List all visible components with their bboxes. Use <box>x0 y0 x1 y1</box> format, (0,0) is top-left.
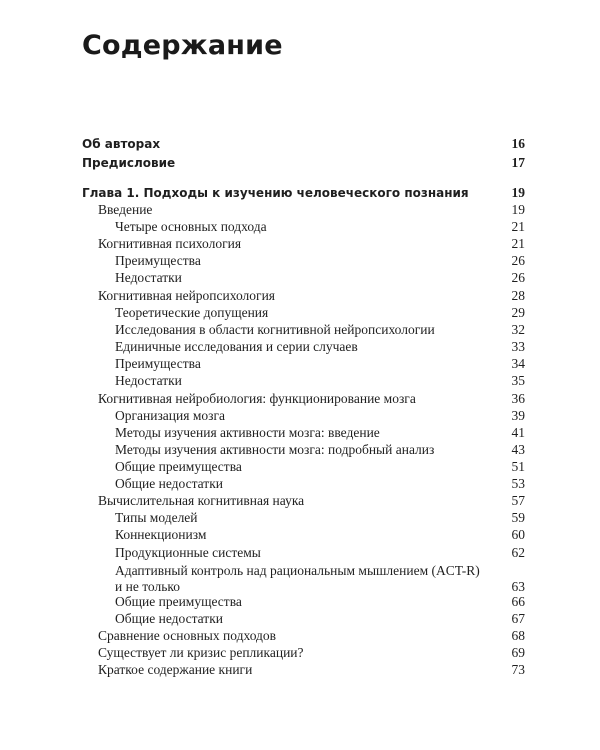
toc-entry <box>82 219 525 237</box>
toc-entry-label: Вычислительная когнитивная наука <box>98 493 305 508</box>
toc-entry-label: Введение <box>98 202 153 217</box>
toc-entry-label: Когнитивная нейробиология: функционирование мозга <box>98 391 416 406</box>
toc-page-number: 21 <box>511 219 525 234</box>
toc-entry-label: Общие недостатки <box>115 611 223 626</box>
toc-entry <box>82 322 525 340</box>
toc-entry-label-line: Адаптивный контроль над рациональным мышлением (ACT-R) <box>115 563 480 578</box>
toc-page-number: 19 <box>511 185 525 200</box>
toc-entry-label: Недостатки <box>115 270 182 285</box>
toc-page-number: 26 <box>511 253 525 268</box>
toc-entry <box>82 459 525 477</box>
toc-entry-label: Теоретические допущения <box>115 305 269 320</box>
toc-page-number: 17 <box>511 155 525 170</box>
toc-entry-label: Существует ли кризис репликации? <box>98 645 304 660</box>
toc-page-number: 21 <box>511 236 525 251</box>
toc-entry-label: Коннекционизм <box>115 527 207 542</box>
toc-entry-label: Краткое содержание книги <box>98 662 253 677</box>
toc-entry <box>82 662 525 680</box>
toc-entry <box>82 425 525 443</box>
toc-entry <box>82 253 525 271</box>
toc-entry-label: Методы изучения активности мозга: подробный анализ <box>115 442 435 457</box>
toc-entry-label-line: и не только <box>115 579 181 594</box>
toc-page-number: 16 <box>511 136 525 151</box>
toc-page-number: 39 <box>511 408 525 423</box>
toc-page-number: 53 <box>511 476 525 491</box>
toc-entry-label: Четыре основных подхода <box>115 219 267 234</box>
toc-entry <box>82 236 525 254</box>
toc-page-number: 43 <box>511 442 525 457</box>
toc-entry-label <box>82 563 480 595</box>
toc-page-number: 63 <box>511 579 525 594</box>
toc-entry <box>82 628 525 646</box>
toc-entry-label: Исследования в области когнитивной нейропсихологии <box>115 322 435 337</box>
toc-entry <box>82 356 525 374</box>
toc-entry-label: Общие недостатки <box>115 476 223 491</box>
toc-entry <box>82 339 525 357</box>
toc-page-number: 33 <box>511 339 525 354</box>
page-title: Содержание <box>82 30 283 61</box>
toc-entry-label: Общие преимущества <box>115 594 242 609</box>
toc-entry-label: Общие преимущества <box>115 459 242 474</box>
toc-page-number: 73 <box>511 662 525 677</box>
toc-page-number: 69 <box>511 645 525 660</box>
toc-entry-label: Организация мозга <box>115 408 225 423</box>
toc-entry <box>82 510 525 528</box>
toc-page-number: 68 <box>511 628 525 643</box>
toc-entry-label: Преимущества <box>115 253 201 268</box>
toc-page-number: 41 <box>511 425 525 440</box>
toc-page-number: 29 <box>511 305 525 320</box>
toc-entry <box>82 202 525 220</box>
toc-entry-chapter-1 <box>82 185 525 203</box>
toc-entry-label: Предисловие <box>82 156 176 170</box>
toc-entry <box>82 645 525 663</box>
toc-entry <box>82 476 525 494</box>
toc-entry <box>82 305 525 323</box>
toc-entry-about-authors <box>82 136 525 154</box>
toc-page-number: 26 <box>511 270 525 285</box>
toc-entry-label: Преимущества <box>115 356 201 371</box>
toc-entry-label: Методы изучения активности мозга: введение <box>115 425 380 440</box>
toc-entry <box>82 391 525 409</box>
toc-entry <box>82 493 525 511</box>
toc-entry-label: Когнитивная психология <box>98 236 242 251</box>
toc-page-number: 34 <box>511 356 525 371</box>
toc-page-number: 57 <box>511 493 525 508</box>
toc-entry <box>82 594 525 612</box>
toc-page-number: 60 <box>511 527 525 542</box>
toc-entry-label: Единичные исследования и серии случаев <box>115 339 358 354</box>
toc-entry-preface <box>82 155 525 173</box>
toc-entry-act-r <box>82 561 525 595</box>
toc-entry <box>82 442 525 460</box>
toc-page-number: 62 <box>511 545 525 560</box>
toc-entry-label: Недостатки <box>115 373 182 388</box>
toc-entry-label: Продукционные системы <box>115 545 261 560</box>
toc-entry <box>82 270 525 288</box>
toc-entry <box>82 527 525 545</box>
toc-entry-label: Типы моделей <box>115 510 198 525</box>
toc-entry-label: Когнитивная нейропсихология <box>98 288 276 303</box>
toc-page-number: 28 <box>511 288 525 303</box>
toc-page-number: 19 <box>511 202 525 217</box>
toc-entry-label: Об авторах <box>82 137 161 151</box>
toc-page-number: 35 <box>511 373 525 388</box>
toc-entry <box>82 611 525 629</box>
toc-entry-label: Глава 1. Подходы к изучению человеческого познания <box>82 186 469 200</box>
toc-page-number: 36 <box>511 391 525 406</box>
toc-entry <box>82 408 525 426</box>
toc-page-number: 59 <box>511 510 525 525</box>
toc-entry-label: Сравнение основных подходов <box>98 628 277 643</box>
toc-entry <box>82 288 525 306</box>
toc-page-number: 66 <box>511 594 525 609</box>
toc-entry <box>82 373 525 391</box>
toc-page-number: 32 <box>511 322 525 337</box>
toc-page-number: 67 <box>511 611 525 626</box>
toc-page-number: 51 <box>511 459 525 474</box>
